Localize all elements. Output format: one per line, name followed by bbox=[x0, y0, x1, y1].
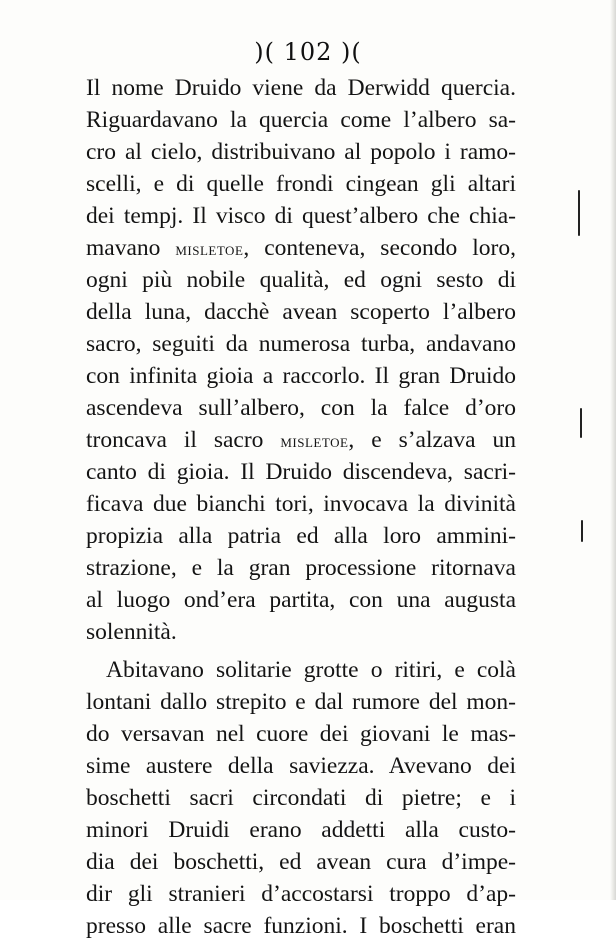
text-line: ascendeva sull’albero, con la falce d’oro bbox=[86, 395, 516, 421]
paragraph-1 bbox=[86, 72, 516, 648]
text-line: canto di gioia. Il Druido discendeva, sacri- bbox=[86, 459, 516, 485]
text-line: minori Druidi erano addetti alla custo- bbox=[86, 817, 516, 843]
text-line: al luogo ond’era partita, con una augusta bbox=[86, 587, 516, 613]
margin-mark bbox=[578, 190, 580, 236]
small-caps-term: misletoe bbox=[175, 239, 244, 260]
text-line: cro al cielo, distribuivano al popolo i ramo- bbox=[86, 139, 516, 165]
text-line: ogni più nobile qualità, ed ogni sesto di bbox=[86, 267, 516, 293]
text-fragment: , conteneva, secondo loro, bbox=[243, 235, 516, 261]
text-line: solennità. bbox=[86, 619, 177, 645]
text-line: strazione, e la gran processione ritornava bbox=[86, 555, 516, 581]
small-caps-term: misletoe bbox=[280, 431, 349, 452]
paragraph-2 bbox=[86, 654, 516, 942]
text-line: ficava due bianchi tori, invocava la divinità bbox=[86, 491, 516, 517]
text-line: dei tempj. Il visco di quest’albero che chia- bbox=[86, 203, 516, 229]
text-line: Abitavano solitarie grotte o ritiri, e colà bbox=[106, 657, 516, 683]
text-line: presso alle sacre funzioni. I boschetti eran bbox=[86, 913, 516, 939]
text-fragment: , e s’alzava un bbox=[348, 427, 516, 453]
text-line: con infinita gioia a raccorlo. Il gran Druido bbox=[86, 363, 516, 389]
text-line: Il nome Druido viene da Derwidd quercia. bbox=[86, 75, 516, 101]
text-line: scelli, e di quelle frondi cingean gli altari bbox=[86, 171, 516, 197]
text-line: boschetti sacri circondati di pietre; e i bbox=[86, 785, 516, 811]
margin-mark bbox=[580, 408, 582, 438]
text-line: della luna, dacchè avean scoperto l’albero bbox=[86, 299, 516, 325]
text-line: sacro, seguiti da numerosa turba, andavano bbox=[86, 331, 516, 357]
text-line: propizia alla patria ed alla loro ammini- bbox=[86, 523, 516, 549]
text-line: sime austere della saviezza. Avevano dei bbox=[86, 753, 516, 779]
text-line: dia dei boschetti, ed avean cura d’impe- bbox=[86, 849, 516, 875]
page-edge-shadow bbox=[610, 0, 616, 900]
text-line: Riguardavano la quercia come l’albero sa- bbox=[86, 107, 516, 133]
page-number: )( 102 )( bbox=[254, 38, 362, 66]
text-line: dir gli stranieri d’accostarsi troppo d’ap- bbox=[86, 881, 516, 907]
text-fragment: troncava il sacro bbox=[86, 427, 281, 453]
body-text bbox=[86, 72, 516, 942]
text-fragment: mavano bbox=[86, 235, 176, 261]
text-line: do versavan nel cuore dei giovani le mas- bbox=[86, 721, 516, 747]
text-line: lontani dallo strepito e dal rumore del mon- bbox=[86, 689, 516, 715]
text-line bbox=[86, 424, 516, 456]
margin-mark bbox=[581, 520, 583, 542]
text-line bbox=[86, 232, 516, 264]
